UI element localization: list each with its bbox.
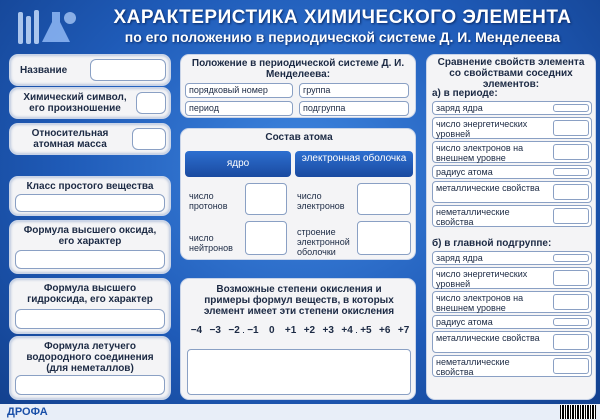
mass-box	[9, 123, 171, 155]
period-row	[432, 205, 592, 227]
neutrons-blank	[245, 221, 287, 255]
symbol-blank	[136, 92, 166, 114]
group-row-blank	[553, 358, 589, 374]
group-row-blank	[553, 318, 589, 326]
period-row-blank	[553, 144, 589, 160]
period-row-blank	[553, 120, 589, 136]
position-panel	[180, 54, 416, 118]
group-row-label: металлические свойства	[436, 333, 540, 343]
position-title: Положение в периодической системе Д. И. Менделеева:	[191, 58, 405, 80]
period-heading: а) в периоде:	[432, 88, 498, 99]
nucleus-header: ядро	[185, 151, 291, 177]
period-row-blank	[553, 208, 589, 224]
oxidation-title: Возможные степени окисления и примеры формул веществ, в которых элемент имеет эти степени окисления	[203, 284, 395, 317]
atom-panel	[180, 128, 416, 260]
ordinal-number-cell: порядковый номер	[185, 83, 293, 98]
group-row-label: неметаллические свойства	[436, 357, 510, 377]
substance-class-blank	[15, 194, 165, 212]
group-row-label: число энергетических уровней	[436, 269, 528, 289]
oxide-box	[9, 220, 171, 274]
substance-class-box	[9, 176, 171, 216]
oxidation-tick: +3	[319, 325, 338, 336]
group-row-label: заряд ядра	[436, 253, 483, 263]
shell-header: электронная оболочка	[295, 151, 413, 177]
substance-class-label: Класс простого вещества	[26, 181, 154, 192]
hydrogen-compound-label: Формула летучего водородного соединения (для неметаллов)	[26, 341, 154, 374]
electrons-blank	[357, 183, 411, 215]
oxidation-tick: −1	[244, 325, 263, 336]
atom-title: Состав атома	[265, 132, 333, 143]
period-cell: период	[185, 101, 293, 116]
group-row-label: радиус атома	[436, 317, 493, 327]
publisher-logo: ДРОФА	[7, 406, 48, 418]
mass-blank	[132, 128, 166, 150]
period-row-label: число электронов на внешнем уровне	[436, 143, 524, 163]
name-label: Название	[20, 65, 68, 76]
period-row-blank	[553, 104, 589, 112]
oxidation-tick: +1	[281, 325, 300, 336]
period-row	[432, 117, 592, 139]
shell-structure-blank	[357, 221, 411, 255]
symbol-label: Химический символ, его произношение	[23, 92, 127, 114]
hydroxide-box	[9, 278, 171, 334]
oxidation-tick: +2	[300, 325, 319, 336]
oxidation-tick: 0	[262, 325, 281, 336]
oxidation-tick: +5	[357, 325, 376, 336]
page-subtitle: по его положению в периодической системе Д. И. Менделеева	[124, 29, 561, 45]
barcode	[560, 405, 596, 419]
group-row	[432, 267, 592, 289]
period-row	[432, 165, 592, 179]
hydrogen-compound-blank	[15, 375, 165, 395]
group-row-blank	[553, 294, 589, 310]
group-heading: б) в главной подгруппе:	[432, 238, 552, 249]
hydroxide-blank	[15, 309, 165, 329]
group-row	[432, 331, 592, 353]
oxidation-tick: −4	[187, 325, 206, 336]
group-row-label: число электронов на внешнем уровне	[436, 293, 524, 313]
period-row	[432, 181, 592, 203]
oxidation-tick: +6	[375, 325, 394, 336]
period-row-blank	[553, 184, 589, 200]
oxidation-tick: −3	[206, 325, 225, 336]
oxidation-blank	[187, 349, 411, 395]
oxide-label: Формула высшего оксида, его характер	[23, 225, 157, 247]
protons-blank	[245, 183, 287, 215]
period-row-label: радиус атома	[436, 167, 493, 177]
group-cell: группа	[299, 83, 409, 98]
group-row	[432, 291, 592, 313]
page-title: ХАРАКТЕРИСТИКА ХИМИЧЕСКОГО ЭЛЕМЕНТА	[113, 7, 572, 28]
group-row-blank	[553, 334, 589, 350]
group-row	[432, 355, 592, 377]
name-blank	[90, 59, 166, 81]
oxidation-tick: +7	[394, 325, 413, 336]
group-row	[432, 315, 592, 329]
period-row-label: неметаллические свойства	[436, 207, 510, 227]
period-row	[432, 101, 592, 115]
footer	[0, 404, 600, 420]
shell-structure-label: строение электронной оболочки	[297, 227, 350, 257]
group-row-blank	[553, 270, 589, 286]
hydrogen-compound-box	[9, 336, 171, 400]
period-row-label: число энергетических уровней	[436, 119, 528, 139]
protons-label: число протонов	[189, 191, 228, 211]
oxidation-scale	[187, 325, 413, 345]
mass-label: Относительная атомная масса	[31, 128, 109, 150]
group-row-blank	[553, 254, 589, 262]
symbol-box	[9, 87, 171, 119]
oxidation-panel	[180, 278, 416, 400]
period-row-label: металлические свойства	[436, 183, 540, 193]
period-row-blank	[553, 168, 589, 176]
oxidation-tick: +4	[338, 325, 357, 336]
period-row-label: заряд ядра	[436, 103, 483, 113]
neutrons-label: число нейтронов	[189, 233, 233, 253]
name-box	[9, 54, 171, 86]
flasks-icon	[12, 6, 82, 48]
group-row	[432, 251, 592, 265]
subgroup-cell: подгруппа	[299, 101, 409, 116]
oxide-blank	[15, 250, 165, 269]
electrons-label: число электронов	[297, 191, 345, 211]
period-row	[432, 141, 592, 163]
hydroxide-label: Формула высшего гидроксида, его характер	[27, 283, 153, 305]
oxidation-tick: −2	[225, 325, 244, 336]
compare-title: Сравнение свойств элемента со свойствами соседних элементов:	[437, 57, 585, 90]
